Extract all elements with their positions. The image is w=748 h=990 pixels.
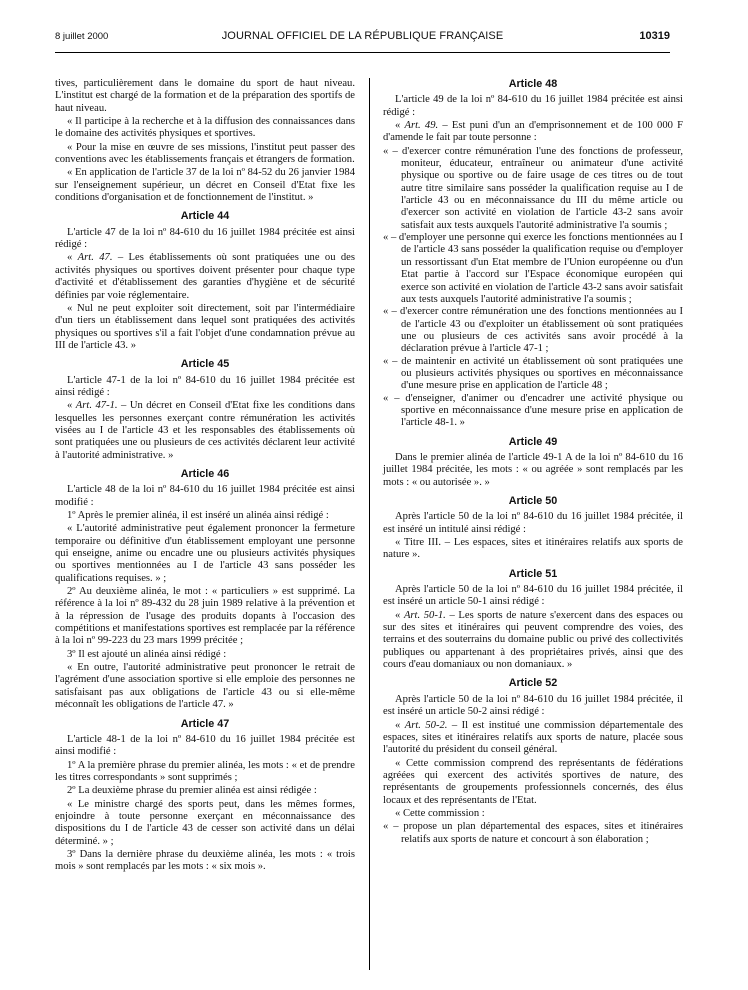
article-ref: Art. 47. [77,252,113,264]
paragraph-text: – Les établissements où sont pratiquées une ou des activités physiques ou sportives doivent présenter pour chaque type d'activité et d'établissement des garanties d'hygiène et de sécurité définies par voie réglementaire. [55,252,356,301]
header-date: 8 juillet 2000 [55,31,109,42]
paragraph: « Cette commission : [395,807,485,819]
article-46-heading: Article 46 [180,467,230,480]
list-item: « – de maintenir en activité un établissement où sont pratiquées une ou plusieurs activités physiques ou sportives en méconnaissance d'une mesure prise en application de l'article 48 ; [383,355,683,392]
list-item: « – d'exercer contre rémunération une des fonctions mentionnées au I de l'article 43 ou d'exploiter un établissement où sont pratiquées une ou plusieurs de ces activités sans avoir procédé à la déclaration prévue à l'article 47-1 ; [383,306,683,355]
paragraph: « En application de l'article 37 de la loi nº 84-52 du 26 janvier 1984 sur l'enseignement supérieur, un décret en Conseil d'Etat fixe les conditions d'organisation et de fonctionnement de l'institut. » [55,167,355,204]
paragraph: 2º La deuxième phrase du premier alinéa est ainsi rédigée : [67,785,317,797]
commission-tasks-list [383,821,683,846]
paragraph: L'article 47 de la loi nº 84-610 du 16 juillet 1984 précitée est ainsi rédigé : [55,226,355,251]
left-column [55,78,355,875]
paragraph: « Il participe à la recherche et à la diffusion des connaissances dans le domaine des activités physiques et sportives. [55,116,355,140]
right-column [383,78,683,847]
paragraph: « En outre, l'autorité administrative peut prononcer le retrait de l'agrément d'une association sportive si elle emploie des personnes ne satisfaisant pas aux obligations de l'article 43 ou si elle-même méconnaît les obligations de l'article 47. » [55,662,355,711]
paragraph: « Nul ne peut exploiter soit directement, soit par l'intermédiaire d'un tiers un établissement dans lequel sont pratiquées des activités physiques ou sportives s'il a fait l'objet d'une condamnation prévue au III de l'article 43. » [55,302,355,351]
paragraph: L'article 49 de la loi nº 84-610 du 16 juillet 1984 précitée est ainsi rédigé : [383,94,683,118]
paragraph-text: – Les sports de nature s'exercent dans des espaces ou sur des sites et itinéraires qui peuvent comprendre des voies, des terrains et des souterrains du domaine public ou privé des collectivités publiques ou appartenant à des propriétaires privés, ainsi que des cours d'eau domaniaux ou non domaniaux. » [383,609,683,671]
paragraph: Après l'article 50 de la loi nº 84-610 du 16 juillet 1984 précitée, il est inséré un article 50-1 ainsi rédigé : [383,584,683,608]
article-ref: Art. 49. [404,120,439,132]
paragraph-text: – Est puni d'un an d'emprisonnement et de 100 000 F d'amende le fait par toute personne : [383,120,684,144]
paragraph: 3º Dans la dernière phrase du deuxième alinéa, les mots : « trois mois » sont remplacés par les mots : « six mois ». [55,848,355,873]
paragraph: « Art. 50-2. – Il est institué une commission départementale des espaces, sites et itinéraires relatifs aux sports de nature, placée sous l'autorité du président du conseil général. [383,719,683,756]
paragraph: « Le ministre chargé des sports peut, dans les mêmes formes, enjoindre à toute personne exerçant en méconnaissance des dispositions du I de l'article 43 de cesser son activité dans un délai déterminé. » ; [55,798,355,847]
header-rule [55,52,670,53]
paragraph: 2º Au deuxième alinéa, le mot : « particuliers » est supprimé. La référence à la loi nº 89-432 du 28 juin 1989 relative à la prévention et à la répression de l'usage des produits dopants à l'occasion des compétitions et manifestations sportives est remplacée par la référence à la loi nº 99-223 du 23 mars 1999 précitée ; [55,586,355,647]
list-item: « – propose un plan départemental des espaces, sites et itinéraires relatifs aux sports de nature et concourt à son élaboration ; [383,821,683,845]
article-50-heading: Article 50 [508,495,558,507]
paragraph: « Pour la mise en œuvre de ses missions, l'institut peut passer des conventions avec les établissements français et étrangers de formation. [55,141,355,166]
paragraph: tives, particulièrement dans le domaine du sport de haut niveau. L'institut est chargé de la formation et de la préparation des sportifs de haut niveau. [55,78,355,114]
paragraph: « Art. 50-1. – Les sports de nature s'exercent dans des espaces ou sur des sites et itinéraires qui peuvent comprendre des voies, des terrains et des souterrains du domaine public ou privé des collectivités publiques ou appartenant à des propriétaires privés, ainsi que des cours d'eau domaniaux ou non domaniaux. » [383,609,683,671]
article-44-heading: Article 44 [180,210,230,223]
article-45-heading: Article 45 [180,358,230,371]
article-49-heading: Article 49 [508,435,558,448]
paragraph: 1º A la première phrase du premier alinéa, les mots : « et de prendre les titres correspondants » sont supprimés ; [55,759,355,783]
paragraph: Après l'article 50 de la loi nº 84-610 du 16 juillet 1984 précitée, il est inséré un article 50-2 ainsi rédigé : [383,693,683,718]
list-item: « – d'employer une personne qui exerce les fonctions mentionnées au I de l'article 43 sans posséder la qualification requise ou d'employer un ressortissant d'un Etat membre de l'Union européenne ou d'un Etat partie à l'accord sur l'Espace économique européen qui exerce son activité en violation de l'article 43-2 sans avoir satisfait aux tests auxquels l'autorité administrative l'a soumis ; [383,232,683,305]
paragraph: 1º Après le premier alinéa, il est inséré un alinéa ainsi rédigé : [67,510,329,521]
paragraph: « Art. 47-1. – Un décret en Conseil d'Etat fixe les conditions dans lesquelles les personnes exerçant contre rémunération les activités visées au I de l'article 43 et les responsables des établissements où sont pratiquées une ou plusieurs de ces activités déclarent leur activité à l'autorité administrative. » [55,400,355,461]
article-48-heading: Article 48 [508,78,558,90]
paragraph: L'article 47-1 de la loi nº 84-610 du 16 juillet 1984 précitée est ainsi rédigé : [55,374,355,398]
paragraph: « Cette commission comprend des représentants de fédérations agréées qui exercent des activités sportives de nature, des représentants de groupements professionnels concernés, des élus locaux et des représentants de l'Etat. [383,757,683,806]
column-divider [369,78,370,970]
paragraph: « Art. 47. – Les établissements où sont pratiquées une ou des activités physiques ou sportives doivent présenter pour chaque type d'activité et d'établissement des garanties d'hygiène et de sécurité définies par voie réglementaire. [55,252,356,301]
paragraph: L'article 48-1 de la loi nº 84-610 du 16 juillet 1984 précitée est ainsi modifié : [55,733,355,758]
header-journal-title: JOURNAL OFFICIEL DE LA RÉPUBLIQUE FRANÇAISE [221,30,504,42]
article-52-heading: Article 52 [508,677,558,690]
paragraph: Après l'article 50 de la loi nº 84-610 du 16 juillet 1984 précitée, il est inséré un intitulé ainsi rédigé : [383,511,683,535]
paragraph: L'article 48 de la loi nº 84-610 du 16 juillet 1984 précitée est ainsi modifié : [55,484,355,508]
list-item: « – d'enseigner, d'animer ou d'encadrer une activité physique ou sportive en méconnaissance d'une mesure prise en application de l'article 48-1. » [383,392,683,429]
paragraph: 3º Il est ajouté un alinéa ainsi rédigé : [67,648,227,660]
paragraph-text: – Un décret en Conseil d'Etat fixe les conditions dans lesquelles les personnes exerçant contre rémunération les activités visées au I de l'article 43 et les responsables des établissements où sont pratiquées une ou plusieurs de ces activités déclarent leur activité à l'autorité administrative. » [55,400,355,461]
paragraph: « Art. 49. – Est puni d'un an d'emprisonnement et de 100 000 F d'amende le fait par toute personne : [383,120,684,144]
header-page-number: 10319 [639,30,670,42]
offense-list [383,146,683,430]
paragraph: Dans le premier alinéa de l'article 49-1 A de la loi nº 84-610 du 16 juillet 1984 précitée, les mots : « ou agréée » sont remplacés par les mots : « ou autorisée ». » [383,451,683,488]
article-ref: Art. 50-2. [404,719,448,731]
page-header [55,28,670,46]
article-ref: Art. 50-1. [403,609,446,621]
paragraph: « L'autorité administrative peut également prononcer la fermeture temporaire ou définitive d'un établissement employant une personne qui enseigne, anime ou encadre une ou plusieurs activités physiques ou sportives mentionnées au I de l'article 43 sans posséder les qualifications requises. » ; [55,523,355,584]
article-47-heading: Article 47 [180,717,230,730]
list-item: « – d'exercer contre rémunération l'une des fonctions de professeur, moniteur, éducateur, entraîneur ou animateur d'une activité physique ou sportive ou de faire usage de ces titres ou de tout autre titre similaire sans posséder la qualification requise au I de l'article 43 ou en méconnaissance du III du même article ou d'exercer son activité en violation de l'article 43-2 sans avoir satisfait aux tests auxquels l'autorité administrative l'a soumis ; [383,145,683,231]
article-51-heading: Article 51 [508,567,558,580]
paragraph-text: – Il est institué une commission départementale des espaces, sites et itinéraires relatifs aux sports de nature, placée sous l'autorité du président du conseil général. [383,719,683,756]
paragraph: « Titre III. – Les espaces, sites et itinéraires relatifs aux sports de nature ». [383,537,683,561]
article-ref: Art. 47-1. [75,400,118,412]
